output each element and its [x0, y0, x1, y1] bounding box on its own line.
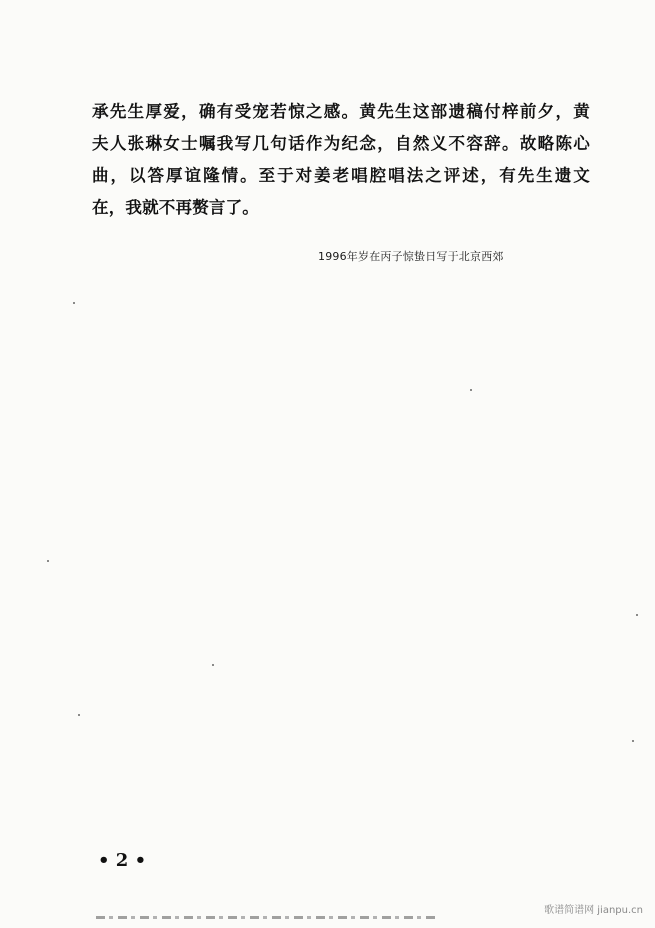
date-signature: 1996年岁在丙子惊蛰日写于北京西郊: [318, 250, 504, 263]
scan-speck: [212, 664, 214, 666]
scan-speck: [632, 740, 634, 742]
body-paragraph: [92, 96, 590, 224]
scan-speck: [78, 714, 80, 716]
paragraph-line: 承先生厚爱，确有受宠若惊之感。黄先生这部遗稿付梓前夕，黄: [92, 102, 590, 121]
scan-speck: [470, 389, 472, 391]
scan-speck: [47, 560, 49, 562]
paragraph-line: 在，我就不再赘言了。: [92, 198, 259, 217]
scan-speck: [73, 302, 75, 304]
scan-speck: [636, 614, 638, 616]
paragraph-line: 夫人张琳女士嘱我写几句话作为纪念，自然义不容辞。故略陈心: [92, 134, 590, 153]
site-watermark: 歌谱简谱网 jianpu.cn: [544, 905, 643, 916]
page-number: • 2 •: [98, 850, 147, 871]
scan-edge-artifact: [96, 916, 436, 919]
paragraph-line: 曲，以答厚谊隆情。至于对姜老唱腔唱法之评述，有先生遗文: [92, 166, 590, 185]
